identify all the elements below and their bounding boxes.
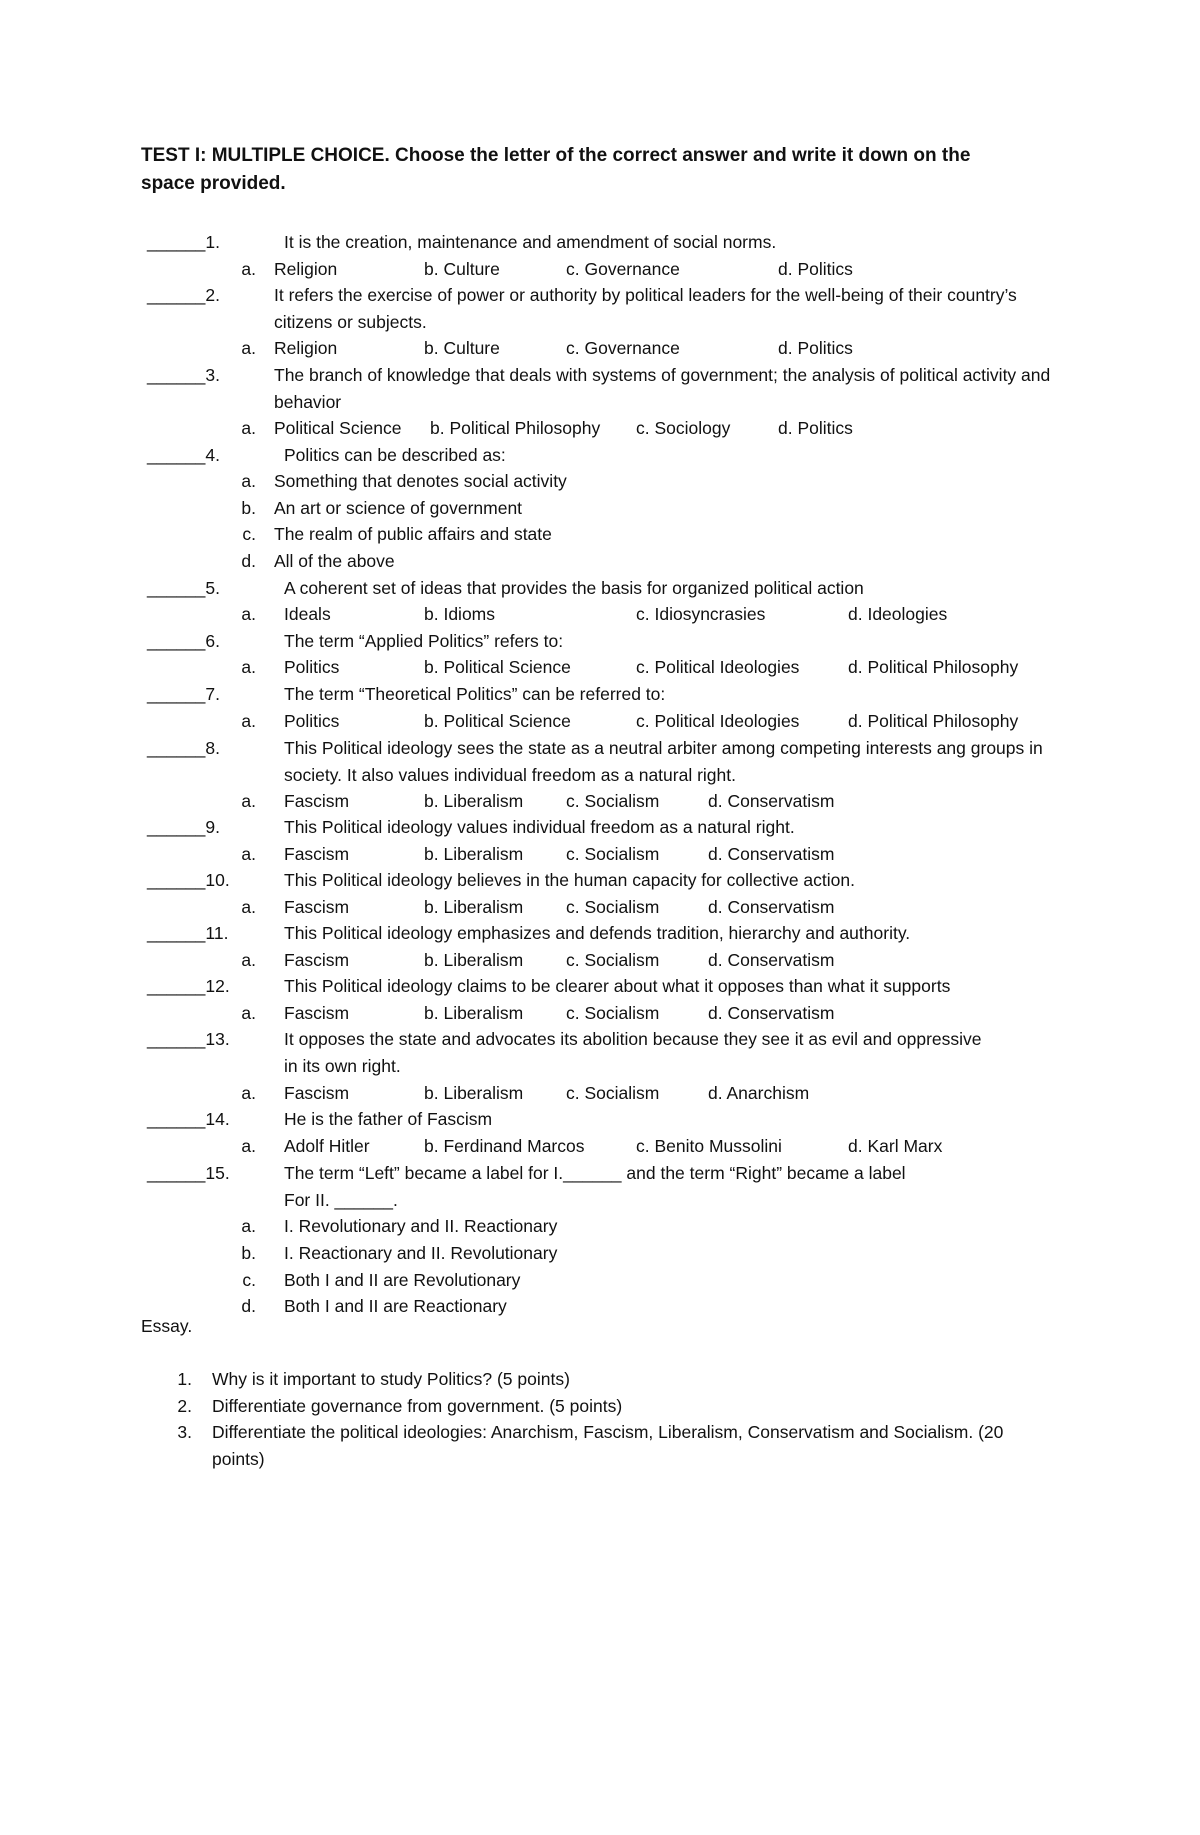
- question-text: It is the creation, maintenance and amendment of social norms.: [284, 232, 777, 252]
- option-letter: a.: [241, 1216, 256, 1236]
- option-text: Both I and II are Revolutionary: [284, 1270, 521, 1290]
- answer-blank: ______11.: [147, 923, 229, 943]
- question-text: The term “Left” became a label for I.______ and the term “Right” became a label: [284, 1163, 906, 1183]
- option-b: b. Political Science: [424, 657, 571, 677]
- option-b: b. Liberalism: [424, 791, 524, 811]
- essay-number: 1.: [177, 1369, 192, 1389]
- option-letter: a.: [241, 418, 256, 438]
- answer-blank: ______1.: [147, 232, 220, 252]
- option-b: b. Culture: [424, 338, 500, 358]
- answer-blank: ______2.: [147, 285, 220, 305]
- option-b: b. Idioms: [424, 604, 495, 624]
- option-letter: c.: [242, 1270, 256, 1290]
- option-c: c. Socialism: [566, 1083, 660, 1103]
- answer-blank: ______4.: [147, 445, 220, 465]
- option-letter: a.: [241, 259, 256, 279]
- option-letter: a.: [241, 791, 256, 811]
- option-a: Fascism: [284, 791, 350, 811]
- option-d: d. Political Philosophy: [848, 711, 1019, 731]
- option-letter: a.: [241, 897, 256, 917]
- question-text: A coherent set of ideas that provides the basis for organized political action: [284, 578, 864, 598]
- essay-number: 2.: [177, 1396, 192, 1416]
- option-c: c. Political Ideologies: [636, 657, 800, 677]
- option-a: Religion: [274, 259, 338, 279]
- option-text: Both I and II are Reactionary: [284, 1296, 507, 1316]
- option-a: Ideals: [284, 604, 331, 624]
- option-a: Fascism: [284, 1083, 350, 1103]
- option-c: c. Sociology: [636, 418, 731, 438]
- question-text: This Political ideology claims to be clearer about what it opposes than what it supports: [284, 976, 951, 996]
- option-letter: c.: [242, 524, 256, 544]
- option-d: d. Politics: [778, 418, 853, 438]
- option-a: Fascism: [284, 897, 350, 917]
- question-text: It opposes the state and advocates its abolition because they see it as evil and oppressive in its own right.: [284, 1029, 982, 1076]
- answer-blank: ______15.: [147, 1163, 230, 1183]
- option-a: Fascism: [284, 950, 350, 970]
- option-d: d. Conservatism: [708, 791, 835, 811]
- option-c: c. Political Ideologies: [636, 711, 800, 731]
- essay-item: Differentiate the political ideologies: Anarchism, Fascism, Liberalism, Conservatism and Socialism. (20 points): [212, 1422, 1004, 1469]
- essay-item: Why is it important to study Politics? (5 points): [212, 1369, 570, 1389]
- option-a: Adolf Hitler: [284, 1136, 370, 1156]
- answer-blank: ______12.: [147, 976, 230, 996]
- option-b: b. Culture: [424, 259, 500, 279]
- option-text: An art or science of government: [274, 498, 523, 518]
- question-text-continued: For II. ______.: [284, 1190, 398, 1210]
- answer-blank: ______3.: [147, 365, 220, 385]
- option-letter: a.: [241, 844, 256, 864]
- option-d: d. Political Philosophy: [848, 657, 1019, 677]
- option-text: I. Reactionary and II. Revolutionary: [284, 1243, 558, 1263]
- option-letter: a.: [241, 1136, 256, 1156]
- option-letter: a.: [241, 1083, 256, 1103]
- question-text: It refers the exercise of power or authority by political leaders for the well-being of their country’s citizens or subjects.: [274, 285, 1017, 332]
- option-text: Something that denotes social activity: [274, 471, 567, 491]
- option-letter: a.: [241, 657, 256, 677]
- option-c: c. Governance: [566, 259, 680, 279]
- option-b: b. Ferdinand Marcos: [424, 1136, 585, 1156]
- option-b: b. Liberalism: [424, 1083, 524, 1103]
- option-letter: d.: [241, 1296, 256, 1316]
- option-letter: d.: [241, 551, 256, 571]
- option-d: d. Anarchism: [708, 1083, 810, 1103]
- question-text: This Political ideology values individual freedom as a natural right.: [284, 817, 795, 837]
- option-letter: a.: [241, 950, 256, 970]
- test-heading: TEST I: MULTIPLE CHOICE. Choose the letter of the correct answer and write it down on the space provided.: [141, 145, 971, 194]
- option-d: d. Conservatism: [708, 844, 835, 864]
- answer-blank: ______5.: [147, 578, 220, 598]
- option-c: c. Idiosyncrasies: [636, 604, 766, 624]
- option-b: b. Political Science: [424, 711, 571, 731]
- option-a: Politics: [284, 657, 340, 677]
- answer-blank: ______7.: [147, 684, 220, 704]
- option-letter: b.: [241, 498, 256, 518]
- option-letter: a.: [241, 711, 256, 731]
- question-text: The branch of knowledge that deals with systems of government; the analysis of political activity and behavior: [274, 365, 1051, 412]
- option-a: Political Science: [274, 418, 402, 438]
- question-text: He is the father of Fascism: [284, 1109, 493, 1129]
- question-text: This Political ideology emphasizes and defends tradition, hierarchy and authority.: [284, 923, 911, 943]
- option-d: d. Conservatism: [708, 897, 835, 917]
- answer-blank: ______6.: [147, 631, 220, 651]
- option-letter: a.: [241, 604, 256, 624]
- option-d: d. Politics: [778, 259, 853, 279]
- option-text: All of the above: [274, 551, 395, 571]
- option-letter: a.: [241, 338, 256, 358]
- option-c: c. Socialism: [566, 897, 660, 917]
- option-c: c. Governance: [566, 338, 680, 358]
- option-c: c. Socialism: [566, 844, 660, 864]
- option-c: c. Benito Mussolini: [636, 1136, 782, 1156]
- option-letter: a.: [241, 1003, 256, 1023]
- essay-heading: Essay.: [141, 1316, 193, 1336]
- option-letter: b.: [241, 1243, 256, 1263]
- option-c: c. Socialism: [566, 1003, 660, 1023]
- answer-blank: ______13.: [147, 1029, 230, 1049]
- option-text: I. Revolutionary and II. Reactionary: [284, 1216, 558, 1236]
- option-a: Fascism: [284, 844, 350, 864]
- essay-item: Differentiate governance from government. (5 points): [212, 1396, 623, 1416]
- answer-blank: ______14.: [147, 1109, 230, 1129]
- option-text: The realm of public affairs and state: [274, 524, 552, 544]
- question-text: This Political ideology believes in the human capacity for collective action.: [284, 870, 855, 890]
- option-b: b. Liberalism: [424, 1003, 524, 1023]
- option-c: c. Socialism: [566, 950, 660, 970]
- option-d: d. Karl Marx: [848, 1136, 943, 1156]
- option-b: b. Liberalism: [424, 897, 524, 917]
- option-a: Fascism: [284, 1003, 350, 1023]
- option-d: d. Politics: [778, 338, 853, 358]
- option-b: b. Liberalism: [424, 844, 524, 864]
- question-text: The term “Applied Politics” refers to:: [284, 631, 564, 651]
- essay-number: 3.: [177, 1422, 192, 1442]
- option-d: d. Conservatism: [708, 1003, 835, 1023]
- option-d: d. Conservatism: [708, 950, 835, 970]
- option-b: b. Liberalism: [424, 950, 524, 970]
- option-a: Religion: [274, 338, 338, 358]
- answer-blank: ______9.: [147, 817, 220, 837]
- option-letter: a.: [241, 471, 256, 491]
- question-text: Politics can be described as:: [284, 445, 506, 465]
- option-c: c. Socialism: [566, 791, 660, 811]
- question-text: The term “Theoretical Politics” can be referred to:: [284, 684, 666, 704]
- option-b: b. Political Philosophy: [430, 418, 601, 438]
- answer-blank: ______10.: [147, 870, 230, 890]
- question-text: This Political ideology sees the state as a neutral arbiter among competing interests ang groups in society. It also values individual freedom as a natural right.: [284, 738, 1043, 785]
- option-d: d. Ideologies: [848, 604, 948, 624]
- answer-blank: ______8.: [147, 738, 220, 758]
- option-a: Politics: [284, 711, 340, 731]
